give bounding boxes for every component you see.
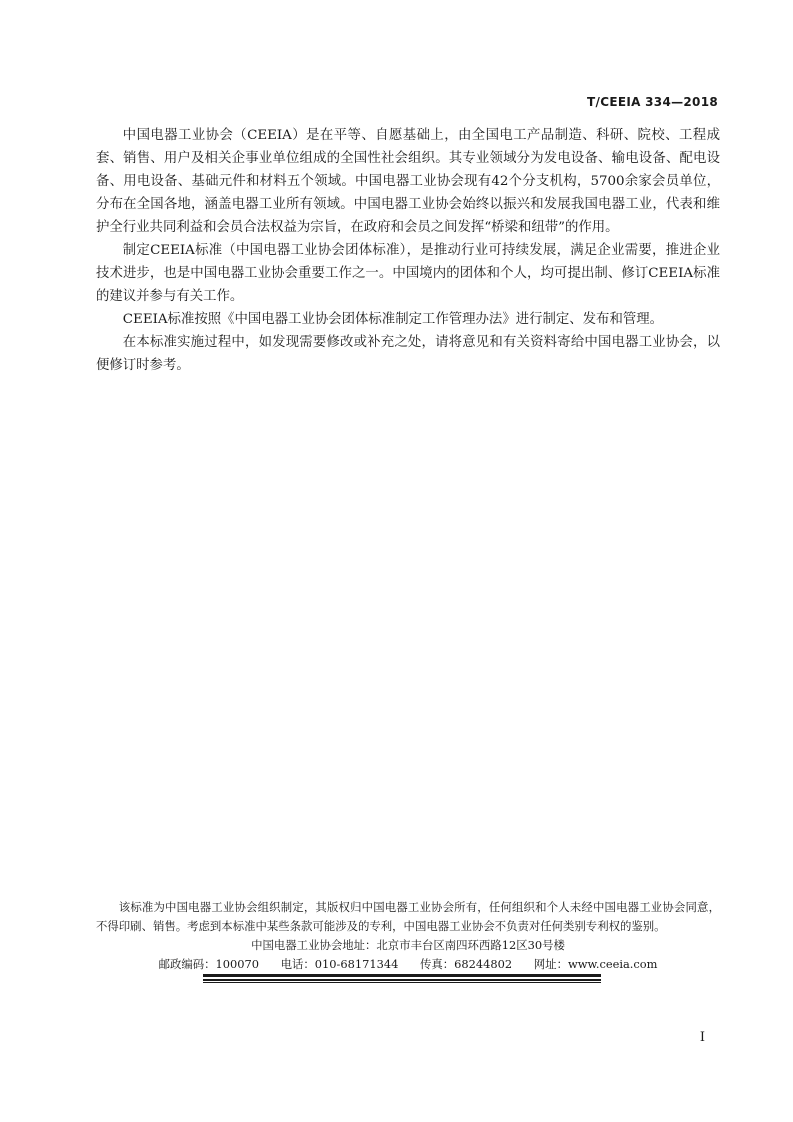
page-number: I: [699, 1030, 705, 1045]
intro-paragraph-3: CEEIA标准按照《中国电器工业协会团体标准制定工作管理办法》进行制定、发布和管理。: [122, 312, 664, 327]
phone: 电话：010-68171344: [280, 957, 399, 971]
intro-paragraph-2: 制定CEEIA标准（中国电器工业协会团体标准），是推动行业可持续发展，满足企业需要，推进企业技术进步，也是中国电器工业协会重要工作之一。中国境内的团体和个人，均可提出制、修订CEEIA标准的建议并参与有关工作。: [96, 243, 720, 304]
publisher-footer: [96, 898, 720, 974]
intro-paragraph-1: 中国电器工业协会（CEEIA）是在平等、自愿基础上，由全国电工产品制造、科研、院校、工程成套、销售、用户及相关企事业单位组成的全国性社会组织。其专业领域分为发电设备、输电设备、配电设备、用电设备、基础元件和材料五个领域。中国电器工业协会现有42个分支机构，5700余家会员单位，分布在全国各地，涵盖电器工业所有领域。中国电器工业协会始终以振兴和发展我国电器工业，代表和维护全行业共同利益和会员合法权益为宗旨，在政府和会员之间发挥“桥梁和纽带”的作用。: [96, 128, 720, 235]
fax: 传真：68244802: [420, 957, 513, 971]
document-code: T/CEEIA 334—2018: [587, 95, 718, 109]
copyright-notice: 该标准为中国电器工业协会组织制定，其版权归中国电器工业协会所有，任何组织和个人未经中国电器工业协会同意，不得印刷、销售。考虑到本标准中某些条款可能涉及的专利，中国电器工业协会不负责对任何类别专利权的鉴别。: [96, 900, 720, 933]
intro-section: [96, 124, 720, 377]
intro-paragraph-4: 在本标准实施过程中，如发现需要修改或补充之处，请将意见和有关资料寄给中国电器工业协会，以便修订时参考。: [96, 335, 720, 373]
website: 网址：www.ceeia.com: [533, 957, 658, 971]
publisher-address: 中国电器工业协会地址：北京市丰台区南四环西路12区30号楼: [251, 938, 565, 952]
footer-double-rule: [203, 974, 601, 982]
postcode: 邮政编码：100070: [158, 957, 259, 971]
contact-line: [96, 955, 720, 974]
